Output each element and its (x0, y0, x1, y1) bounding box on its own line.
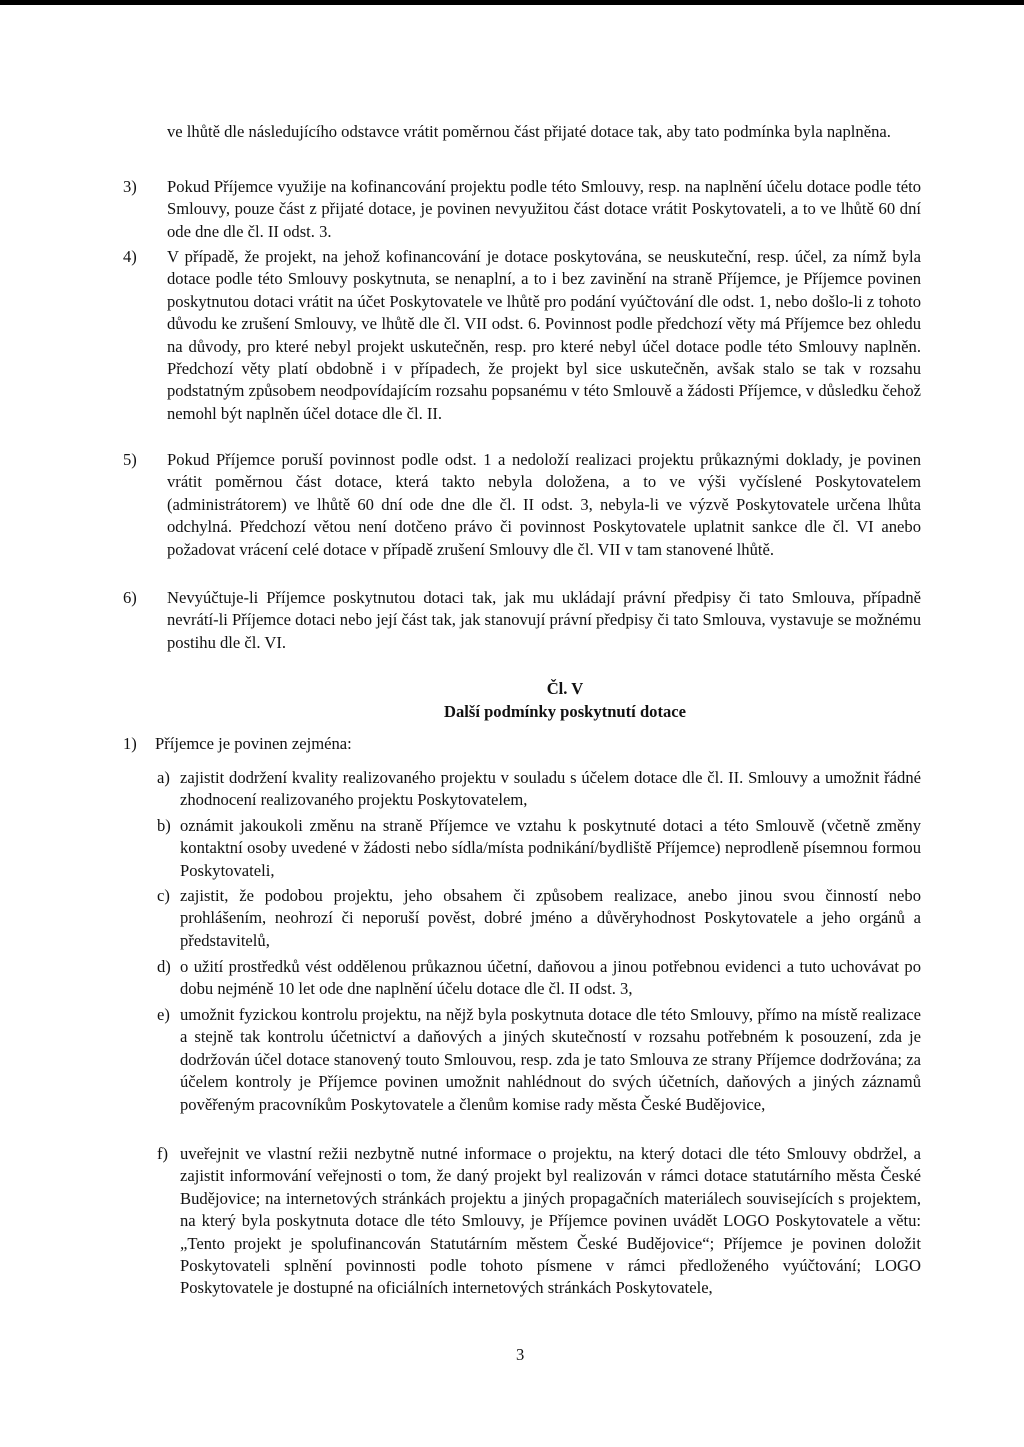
subitem-text: zajistit, že podobou projektu, jeho obsahem či způsobem realizace, anebo jinou svou činností nebo prohlášením, neohrozí či neporuší pověst, dobré jméno a důvěryhodnost Poskytovatele a jeho orgánů a představitelů, (180, 886, 921, 950)
item-text: Pokud Příjemce poruší povinnost podle odst. 1 a nedoloží realizaci projektu průkaznými doklady, je povinen vrátit poměrnou část dotace, která takto nebyla doložena, a to ve výši vyčíslené Poskytovatelem (administrátorem) ve lhůtě 60 dní ode dne dle čl. II odst. 3, nebyla-li ve výzvě Poskytovatele určena lhůta odchylná. Předchozí větou není dotčeno právo či povinnost Poskytovatele uplatnit sankce dle čl. VI anebo požadovat vrácení celé dotace v případě zrušení Smlouvy dle čl. VII v tam stanovené lhůtě. (167, 450, 921, 559)
subitem-text: zajistit dodržení kvality realizovaného projektu v souladu s účelem dotace dle čl. II. Smlouvy a umožnit řádné zhodnocení realizovaného projektu Poskytovatelem, (180, 768, 921, 810)
item-text: Nevyúčtuje-li Příjemce poskytnutou dotaci tak, jak mu ukládají právní předpisy či tato Smlouva, případně nevrátí-li Příjemce dotaci nebo její část tak, jak stanovují právní předpisy či tato Smlouva, vystavuje se možnému postihu dle čl. VI. (167, 588, 921, 652)
subitem-text: o užití prostředků vést oddělenou průkaznou účetní, daňovou a jinou potřebnou evidenci a tuto uchovávat po dobu nejméně 10 let ode dne naplnění účelu dotace dle čl. II odst. 3, (180, 957, 921, 999)
item-number: 3) (123, 177, 137, 196)
continuation-paragraph: ve lhůtě dle následujícího odstavce vrátit poměrnou část přijaté dotace tak, aby tato podmínka byla naplněna. (167, 122, 891, 141)
subitem-letter: b) (157, 816, 171, 835)
subitem-letter: f) (157, 1144, 169, 1163)
article-number: Čl. V (546, 679, 584, 698)
subitem-text: oznámit jakoukoli změnu na straně Příjemce ve vztahu k poskytnuté dotaci a této Smlouvě (včetně změny kontaktní osoby uvedené v žádosti nebo sídla/místa podnikání/bydliště Příjemce) neprodleně písemnou formou Poskytovateli, (180, 816, 921, 880)
intro-text: Příjemce je povinen zejména: (155, 734, 352, 753)
item-text: Pokud Příjemce využije na kofinancování projektu podle této Smlouvy, resp. na naplnění účelu dotace podle této Smlouvy, pouze část z přijaté dotace, je povinen nevyužitou část dotace vrátit Poskytovateli, a to ve lhůtě 60 dní ode dne dle čl. II odst. 3. (167, 177, 921, 241)
item-number: 6) (123, 588, 137, 607)
subitem-letter: c) (157, 886, 170, 905)
subitem-letter: d) (157, 957, 171, 976)
page-number: 3 (516, 1345, 525, 1364)
item-number: 1) (123, 734, 137, 753)
item-number: 5) (123, 450, 137, 469)
item-number: 4) (123, 247, 137, 266)
subitem-letter: a) (157, 768, 170, 787)
subitem-text: umožnit fyzickou kontrolu projektu, na nějž byla poskytnuta dotace dle této Smlouvy, přímo na místě realizace a stejně tak kontrolu účetnictví a daňových a jiných skutečností v rozsahu potřebném k posouzení, zda je dodržován účel dotace stanovený touto Smlouvou, resp. zda je tato Smlouva ze strany Příjemce dodržována; za účelem kontroly je Příjemce povinen umožnit nahlédnout do svých účetních, daňových a jiných záznamů pověřeným pracovníkům Poskytovatele a členům komise rady města České Budějovice, (180, 1005, 921, 1114)
article-title: Další podmínky poskytnutí dotace (443, 702, 687, 721)
subitem-text: uveřejnit ve vlastní režii nezbytně nutné informace o projektu, na který dotaci dle této Smlouvy obdržel, a zajistit informování veřejnosti o tom, že daný projekt byl realizován v rámci dotace statutárního města České Budějovice; na internetových stránkách projektu a jiných propagačních materiálech souvisejících s projektem, na který byla poskytnuta dotace dle této Smlouvy, je Příjemce povinen uvádět LOGO Poskytovatele a větu: „Tento projekt je spolufinancován Statutárním městem České Budějovice“; Příjemce je povinen doložit Poskytovateli splnění povinnosti podle tohoto písmene v rámci předloženého vyúčtování; LOGO Poskytovatele je dostupné na oficiálních internetových stránkách Poskytovatele, (180, 1144, 921, 1298)
item-text: V případě, že projekt, na jehož kofinancování je dotace poskytována, se neuskuteční, resp. účel, za nímž byla dotace podle této Smlouvy poskytnuta, se nenaplní, a to i bez zavinění na straně Příjemce, je Příjemce povinen poskytnutou dotaci vrátit na účet Poskytovatele ve lhůtě pro podání vyúčtování dle odst. 1, nebo došlo-li z tohoto důvodu ke zrušení Smlouvy, ve lhůtě dle čl. VII odst. 6. Povinnost podle předchozí věty má Příjemce bez ohledu na důvody, pro které nebyl projekt uskutečněn, resp. pro které nebyl účel dotace podle této Smlouvy naplněn. Předchozí věty platí obdobně i v případech, že projekt byl sice uskutečněn, avšak stalo se tak v rozsahu podstatným způsobem neodpovídajícím rozsahu popsanému v této Smlouvě a žádosti Příjemce, v důsledku čehož nemohl být naplněn účel dotace dle čl. II. (167, 247, 921, 423)
subitem-letter: e) (157, 1005, 170, 1024)
